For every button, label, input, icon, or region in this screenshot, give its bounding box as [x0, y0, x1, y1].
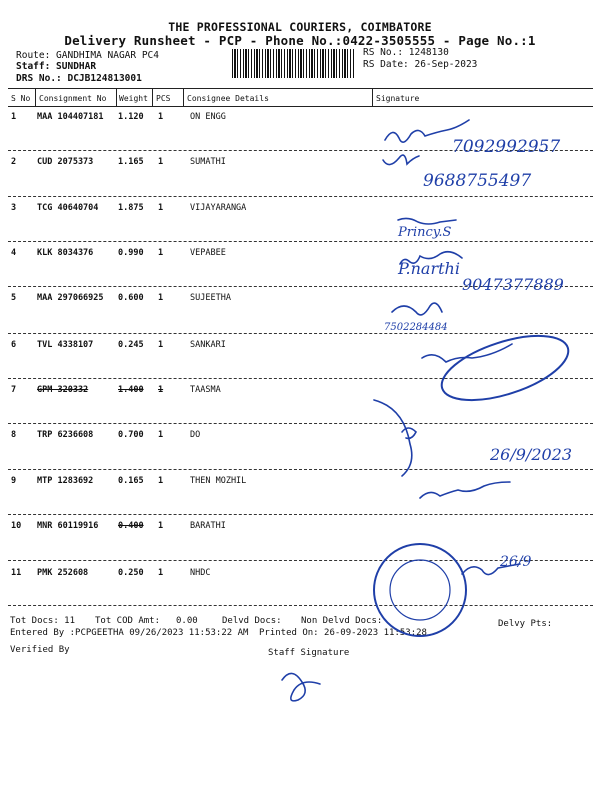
row-divider	[8, 560, 593, 561]
row-weight: 0.250	[118, 568, 144, 578]
handwritten-phone-2: 9688755497	[423, 171, 532, 191]
company-title: THE PROFESSIONAL COURIERS, COIMBATORE	[168, 20, 432, 34]
row-sno: 2	[11, 157, 17, 167]
row-consignee: VIJAYARANGA	[190, 203, 247, 213]
row-divider	[8, 514, 593, 515]
handwritten-phone-1: 7092992957	[452, 137, 561, 157]
column-header-consignee: Consignee Details	[187, 94, 269, 103]
row-consignment-no: MAA 297066925	[37, 293, 104, 303]
row-sno: 10	[11, 521, 22, 531]
handwritten-phone-4: 9047377889	[462, 275, 564, 294]
row-pcs: 1	[158, 430, 164, 440]
row-divider	[8, 378, 593, 379]
row-consignee: TAASMA	[190, 385, 221, 395]
col-divider	[152, 88, 153, 106]
table-row	[0, 568, 600, 588]
row-sno: 7	[11, 385, 17, 395]
row-weight: 0.990	[118, 248, 144, 258]
table-row	[0, 430, 600, 450]
row-consignment-no: KLK 8034376	[37, 248, 94, 258]
route-label: Route: GANDHIMA NAGAR PC4	[16, 50, 159, 61]
row-consignment-no: PMK 252608	[37, 568, 89, 578]
row-divider	[8, 241, 593, 242]
row-consignee: NHDC	[190, 568, 211, 578]
row-consignee: THEN MOZHIL	[190, 476, 247, 486]
row-pcs: 1	[158, 521, 164, 531]
row-consignee: SUJEETHA	[190, 293, 231, 303]
row-consignee: ON ENGG	[190, 112, 226, 122]
table-top-rule	[8, 88, 593, 89]
row-consignment-no: TVL 4338107	[37, 340, 94, 350]
row-sno: 6	[11, 340, 17, 350]
row-sno: 8	[11, 430, 17, 440]
row-consignment-no: TCG 40640704	[37, 203, 99, 213]
handwritten-phone-5: 7502284484	[384, 322, 448, 333]
table-header-rule	[8, 106, 593, 107]
column-header-weight: Weight	[119, 94, 148, 103]
rs-date: RS Date: 26-Sep-2023	[363, 59, 478, 70]
row-consignment-no: CUD 2075373	[37, 157, 94, 167]
row-consignee: VEPABEE	[190, 248, 226, 258]
row-pcs: 1	[158, 340, 164, 350]
row-pcs: 1	[158, 157, 164, 167]
handwritten-name-3: Princy.S	[398, 225, 452, 240]
row-pcs: 1	[158, 203, 164, 213]
col-divider	[183, 88, 184, 106]
row-consignment-no: TRP 6236608	[37, 430, 94, 440]
table-row	[0, 157, 600, 177]
row-divider	[8, 469, 593, 470]
row-consignee: DO	[190, 430, 201, 440]
row-consignee: BARATHI	[190, 521, 226, 531]
col-divider	[372, 88, 373, 106]
row-consignment-no: MAA 104407181	[37, 112, 104, 122]
table-row	[0, 476, 600, 496]
table-row	[0, 385, 600, 405]
row-sno: 11	[11, 568, 22, 578]
row-consignment-no: MTP 1283692	[37, 476, 94, 486]
total-cod-label: Tot COD Amt:	[95, 616, 161, 626]
table-row	[0, 203, 600, 223]
column-header-pcs: PCS	[156, 94, 171, 103]
row-pcs: 1	[158, 476, 164, 486]
row-consignee: SANKARI	[190, 340, 226, 350]
column-header-sno: S No	[11, 94, 31, 103]
rs-number: RS No.: 1248130	[363, 47, 449, 58]
row-weight: 1.400	[118, 385, 144, 395]
row-sno: 9	[11, 476, 17, 486]
delivery-points: Delvy Pts:	[498, 619, 553, 629]
row-divider	[8, 150, 593, 151]
staff-signature	[282, 673, 320, 700]
handwritten-date-8: 26/9/2023	[490, 445, 573, 464]
table-row	[0, 248, 600, 268]
column-header-signature: Signature	[376, 94, 420, 103]
runsheet-subtitle: Delivery Runsheet - PCP - Phone No.:0422-3505555 - Page No.:1	[64, 33, 536, 48]
row-weight: 0.245	[118, 340, 144, 350]
row-consignment-no: MNR 60119916	[37, 521, 99, 531]
row-sno: 5	[11, 293, 17, 303]
table-row	[0, 112, 600, 132]
row-divider	[8, 333, 593, 334]
row-divider	[8, 423, 593, 424]
row-divider	[8, 286, 593, 287]
row-weight: 0.700	[118, 430, 144, 440]
total-docs: Tot Docs: 11	[10, 616, 76, 626]
row-sno: 1	[11, 112, 17, 122]
row-pcs: 1	[158, 568, 164, 578]
row-weight: 0.165	[118, 476, 144, 486]
delivered-docs: Delvd Docs:	[222, 616, 282, 626]
row-weight: 0.400	[118, 521, 144, 531]
row-pcs: 1	[158, 112, 164, 122]
row-weight: 1.875	[118, 203, 144, 213]
row-pcs: 1	[158, 248, 164, 258]
table-row	[0, 521, 600, 541]
total-cod-value: 0.00	[176, 616, 198, 626]
table-row	[0, 340, 600, 360]
official-stamp	[374, 544, 466, 636]
row-weight: 1.120	[118, 112, 144, 122]
handwritten-date-10: 26/9	[500, 554, 532, 570]
row-sno: 3	[11, 203, 17, 213]
row-sno: 4	[11, 248, 17, 258]
barcode	[232, 49, 354, 78]
printed-on: Printed On: 26-09-2023 11:53:28	[259, 628, 427, 638]
col-divider	[35, 88, 36, 106]
table-row	[0, 293, 600, 313]
staff-signature-label: Staff Signature	[268, 648, 350, 658]
column-header-consignment: Consignment No	[39, 94, 107, 103]
non-delivered-docs: Non Delvd Docs:	[301, 616, 383, 626]
drs-number: DRS No.: DCJB124813001	[16, 73, 142, 84]
col-divider	[116, 88, 117, 106]
row-divider	[8, 196, 593, 197]
staff-label: Staff: SUNDHAR	[16, 61, 97, 72]
handwritten-name-4: P.narthi	[398, 259, 460, 278]
row-consignee: SUMATHI	[190, 157, 226, 167]
row-pcs: 1	[158, 293, 164, 303]
row-consignment-no: GPM 320332	[37, 385, 89, 395]
row-divider	[8, 605, 593, 606]
row-pcs: 1	[158, 385, 164, 395]
row-weight: 0.600	[118, 293, 144, 303]
entered-by: Entered By :PCPGEETHA 09/26/2023 11:53:22 AM	[10, 628, 249, 638]
row-weight: 1.165	[118, 157, 144, 167]
verified-by: Verified By	[10, 645, 70, 655]
